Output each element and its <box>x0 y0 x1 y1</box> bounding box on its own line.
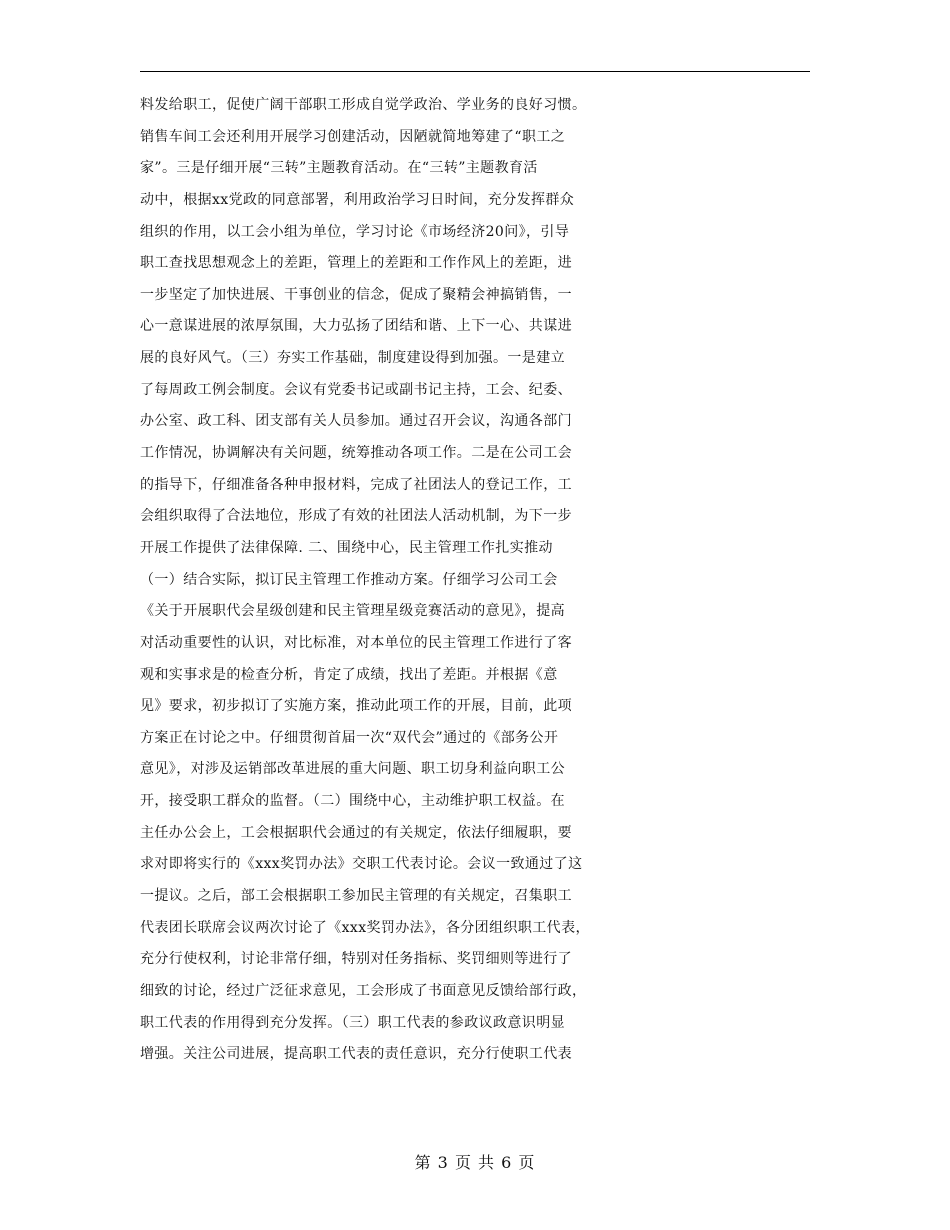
text-line: 一提议。之后，部工会根据职工参加民主管理的有关规定，召集职工 <box>140 888 572 905</box>
text-line: 《关于开展职代会星级创建和民主管理星级竞赛活动的意见》，提高 <box>140 603 565 620</box>
text-line: 展的良好风气。（三）夯实工作基础，制度建设得到加强。一是建立 <box>140 350 565 367</box>
text-line: 开，接受职工群众的监督。（二）围绕中心，主动维护职工权益。在 <box>140 793 565 810</box>
text-line: 意见》，对涉及运销部改革进展的重大问题、职工切身利益向职工公 <box>140 761 565 778</box>
text-line: 动中，根据xx党政的同意部署，利用政治学习日时间，充分发挥群众 <box>140 191 575 208</box>
text-line: 开展工作提供了法律保障. 二、围绕中心，民主管理工作扎实推动 <box>140 539 553 556</box>
text-line: 对活动重要性的认识，对比标准，对本单位的民主管理工作进行了客 <box>140 634 572 651</box>
text-line: 充分行使权利，讨论非常仔细，特别对任务指标、奖罚细则等进行了 <box>140 951 572 968</box>
document-body <box>140 90 820 1071</box>
text-line: 家”。三是仔细开展“三转”主题教育活动。在“三转”主题教育活 <box>140 160 538 177</box>
text-line: 的指导下，仔细准备各种申报材料，完成了社团法人的登记工作，工 <box>140 476 572 493</box>
text-line: 观和实事求是的检查分析，肯定了成绩，找出了差距。并根据《意 <box>140 666 558 683</box>
text-line: 见》要求，初步拟订了实施方案，推动此项工作的开展，目前，此项 <box>140 698 572 715</box>
text-line: 方案正在讨论之中。仔细贯彻首届一次“双代会”通过的《部务公开 <box>140 729 559 746</box>
text-line: 求对即将实行的《xxx奖罚办法》交职工代表讨论。会议一致通过了这 <box>140 856 583 873</box>
text-line: 职工查找思想观念上的差距，管理上的差距和工作作风上的差距，进 <box>140 255 572 272</box>
page-number-label: 第 3 页 共 6 页 <box>414 1153 536 1172</box>
page-footer <box>0 1150 950 1173</box>
text-line: 会组织取得了合法地位，形成了有效的社团法人活动机制，为下一步 <box>140 508 572 525</box>
text-line: 料发给职工，促使广阔干部职工形成自觉学政治、学业务的良好习惯。 <box>140 97 587 113</box>
text-line: 销售车间工会还利用开展学习创建活动，因陋就简地筹建了“职工之 <box>140 128 566 145</box>
text-line: 主任办公会上，工会根据职代会通过的有关规定，依法仔细履职，要 <box>140 824 572 841</box>
header-rule <box>140 71 810 72</box>
text-line: 了每周政工例会制度。会议有党委书记或副书记主持，工会、纪委、 <box>140 381 572 398</box>
text-line: 职工代表的作用得到充分发挥。（三）职工代表的参政议政意识明显 <box>140 1014 565 1031</box>
text-line: 办公室、政工科、团支部有关人员参加。通过召开会议，沟通各部门 <box>140 413 572 430</box>
text-line: 工作情况，协调解决有关问题，统筹推动各项工作。二是在公司工会 <box>140 445 572 462</box>
text-line: 组织的作用，以工会小组为单位，学习讨论《市场经济20问》，引导 <box>140 223 570 240</box>
text-line: 增强。关注公司进展，提高职工代表的责任意识，充分行使职工代表 <box>140 1046 572 1063</box>
text-line: 一步坚定了加快进展、干事创业的信念，促成了聚精会神搞销售，一 <box>140 286 572 303</box>
text-line: 细致的讨论，经过广泛征求意见，工会形成了书面意见反馈给部行政， <box>140 982 587 999</box>
text-line: 心一意谋进展的浓厚氛围，大力弘扬了团结和谐、上下一心、共谋进 <box>140 318 572 335</box>
text-line: （一）结合实际，拟订民主管理工作推动方案。仔细学习公司工会 <box>140 571 558 588</box>
text-line: 代表团长联席会议两次讨论了《xxx奖罚办法》，各分团组织职工代表， <box>140 919 590 936</box>
